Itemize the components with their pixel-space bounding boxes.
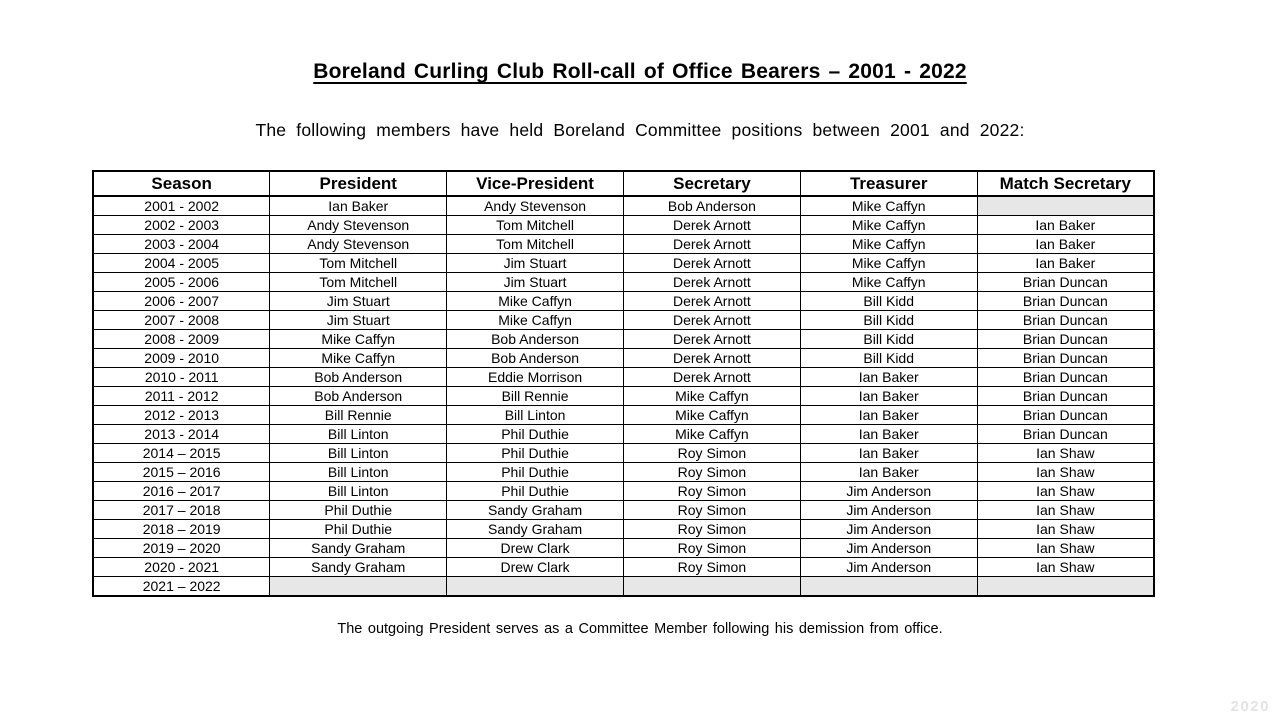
officer-name-cell: Brian Duncan (977, 273, 1154, 292)
season-cell: 2014 – 2015 (93, 444, 270, 463)
officer-name-cell: Jim Anderson (800, 482, 977, 501)
officer-name-cell: Roy Simon (623, 482, 800, 501)
officer-name-cell: Tom Mitchell (270, 273, 447, 292)
season-cell: 2017 – 2018 (93, 501, 270, 520)
column-header: President (270, 171, 447, 196)
officer-name-cell: Roy Simon (623, 463, 800, 482)
table-row (93, 216, 1154, 235)
officer-name-cell: Drew Clark (447, 558, 624, 577)
season-cell: 2020 - 2021 (93, 558, 270, 577)
table-header-row (93, 171, 1154, 196)
officer-name-cell: Brian Duncan (977, 349, 1154, 368)
season-cell: 2005 - 2006 (93, 273, 270, 292)
season-cell: 2018 – 2019 (93, 520, 270, 539)
officer-name-cell: Ian Baker (800, 387, 977, 406)
table-row (93, 520, 1154, 539)
officer-name-cell: Drew Clark (447, 539, 624, 558)
table-row (93, 368, 1154, 387)
officer-name-cell: Mike Caffyn (800, 216, 977, 235)
table-row (93, 273, 1154, 292)
officer-name-cell: Brian Duncan (977, 425, 1154, 444)
officer-name-cell: Bob Anderson (270, 368, 447, 387)
officer-name-cell (447, 577, 624, 597)
table-row (93, 444, 1154, 463)
officer-name-cell: Bill Rennie (447, 387, 624, 406)
table-row (93, 330, 1154, 349)
season-cell: 2001 - 2002 (93, 196, 270, 216)
officer-name-cell: Phil Duthie (447, 463, 624, 482)
officer-name-cell: Tom Mitchell (447, 235, 624, 254)
officer-name-cell: Ian Baker (977, 254, 1154, 273)
officer-name-cell: Phil Duthie (270, 501, 447, 520)
season-cell: 2002 - 2003 (93, 216, 270, 235)
officer-name-cell: Bob Anderson (447, 330, 624, 349)
officer-name-cell: Jim Stuart (270, 311, 447, 330)
season-cell: 2009 - 2010 (93, 349, 270, 368)
officer-name-cell: Eddie Morrison (447, 368, 624, 387)
officer-name-cell: Derek Arnott (623, 292, 800, 311)
officer-name-cell: Bob Anderson (623, 196, 800, 216)
officer-name-cell: Phil Duthie (270, 520, 447, 539)
officer-name-cell: Jim Anderson (800, 520, 977, 539)
table-row (93, 539, 1154, 558)
officer-name-cell: Bill Kidd (800, 311, 977, 330)
office-bearers-table (92, 170, 1155, 597)
officer-name-cell: Andy Stevenson (270, 235, 447, 254)
officer-name-cell: Tom Mitchell (270, 254, 447, 273)
season-cell: 2019 – 2020 (93, 539, 270, 558)
officer-name-cell: Sandy Graham (447, 501, 624, 520)
officer-name-cell: Phil Duthie (447, 444, 624, 463)
column-header: Vice-President (447, 171, 624, 196)
officer-name-cell: Ian Baker (977, 235, 1154, 254)
officer-name-cell (623, 577, 800, 597)
table-row (93, 254, 1154, 273)
season-cell: 2004 - 2005 (93, 254, 270, 273)
officer-name-cell: Derek Arnott (623, 273, 800, 292)
table-row (93, 387, 1154, 406)
subtitle: The following members have held Boreland Committee positions between 2001 and 2022: (255, 120, 1025, 140)
table-body (93, 196, 1154, 596)
officer-name-cell: Sandy Graham (270, 539, 447, 558)
officer-name-cell: Ian Baker (800, 463, 977, 482)
officer-name-cell: Bill Kidd (800, 292, 977, 311)
officer-name-cell: Mike Caffyn (623, 425, 800, 444)
officer-name-cell: Derek Arnott (623, 368, 800, 387)
watermark: 2020 (1230, 698, 1270, 715)
officer-name-cell: Andy Stevenson (270, 216, 447, 235)
officer-name-cell: Mike Caffyn (800, 273, 977, 292)
season-cell: 2015 – 2016 (93, 463, 270, 482)
season-cell: 2006 - 2007 (93, 292, 270, 311)
officer-name-cell: Ian Shaw (977, 501, 1154, 520)
officer-name-cell: Derek Arnott (623, 235, 800, 254)
officer-name-cell: Brian Duncan (977, 387, 1154, 406)
officer-name-cell: Ian Shaw (977, 520, 1154, 539)
officer-name-cell: Ian Baker (800, 406, 977, 425)
officer-name-cell: Mike Caffyn (623, 406, 800, 425)
officer-name-cell: Bill Linton (270, 463, 447, 482)
officer-name-cell: Ian Baker (800, 444, 977, 463)
officer-name-cell: Derek Arnott (623, 330, 800, 349)
table-row (93, 235, 1154, 254)
officer-name-cell: Tom Mitchell (447, 216, 624, 235)
officer-name-cell: Roy Simon (623, 501, 800, 520)
officer-name-cell: Mike Caffyn (800, 196, 977, 216)
officer-name-cell: Ian Baker (800, 368, 977, 387)
officer-name-cell: Brian Duncan (977, 292, 1154, 311)
officer-name-cell: Bill Linton (270, 444, 447, 463)
officer-name-cell: Mike Caffyn (800, 254, 977, 273)
officer-name-cell: Jim Anderson (800, 539, 977, 558)
officer-name-cell: Bill Kidd (800, 330, 977, 349)
officer-name-cell: Brian Duncan (977, 368, 1154, 387)
season-cell: 2013 - 2014 (93, 425, 270, 444)
officer-name-cell (270, 577, 447, 597)
officer-name-cell: Bill Kidd (800, 349, 977, 368)
officer-name-cell: Ian Baker (977, 216, 1154, 235)
officer-name-cell: Sandy Graham (447, 520, 624, 539)
officer-name-cell: Mike Caffyn (800, 235, 977, 254)
footnote: The outgoing President serves as a Committee Member following his demission from office. (337, 621, 943, 637)
officer-name-cell: Bill Linton (270, 425, 447, 444)
officer-name-cell: Bob Anderson (270, 387, 447, 406)
officer-name-cell: Derek Arnott (623, 254, 800, 273)
officer-name-cell: Ian Shaw (977, 463, 1154, 482)
officer-name-cell: Sandy Graham (270, 558, 447, 577)
officer-name-cell: Roy Simon (623, 444, 800, 463)
officer-name-cell: Derek Arnott (623, 349, 800, 368)
officer-name-cell: Brian Duncan (977, 330, 1154, 349)
season-cell: 2003 - 2004 (93, 235, 270, 254)
column-header: Treasurer (800, 171, 977, 196)
officer-name-cell: Mike Caffyn (623, 387, 800, 406)
officer-name-cell: Mike Caffyn (447, 292, 624, 311)
officer-name-cell: Bob Anderson (447, 349, 624, 368)
season-cell: 2007 - 2008 (93, 311, 270, 330)
officer-name-cell: Jim Anderson (800, 501, 977, 520)
season-cell: 2012 - 2013 (93, 406, 270, 425)
officer-name-cell: Roy Simon (623, 520, 800, 539)
officer-name-cell (977, 196, 1154, 216)
season-cell: 2021 – 2022 (93, 577, 270, 597)
officer-name-cell (977, 577, 1154, 597)
officer-name-cell: Derek Arnott (623, 311, 800, 330)
officer-name-cell (800, 577, 977, 597)
officer-name-cell: Ian Shaw (977, 482, 1154, 501)
table-row (93, 311, 1154, 330)
page-title: Boreland Curling Club Roll-call of Office Bearers – 2001 - 2022 (313, 60, 967, 83)
officer-name-cell: Mike Caffyn (270, 349, 447, 368)
officer-name-cell: Ian Baker (800, 425, 977, 444)
officer-name-cell: Jim Stuart (270, 292, 447, 311)
officer-name-cell: Bill Linton (447, 406, 624, 425)
table-row (93, 558, 1154, 577)
officer-name-cell: Andy Stevenson (447, 196, 624, 216)
officer-name-cell: Ian Baker (270, 196, 447, 216)
table-row (93, 292, 1154, 311)
officer-name-cell: Derek Arnott (623, 216, 800, 235)
column-header: Secretary (623, 171, 800, 196)
officer-name-cell: Ian Shaw (977, 558, 1154, 577)
officer-name-cell: Bill Rennie (270, 406, 447, 425)
table-row (93, 577, 1154, 597)
column-header: Match Secretary (977, 171, 1154, 196)
officer-name-cell: Roy Simon (623, 558, 800, 577)
officer-name-cell: Jim Stuart (447, 273, 624, 292)
officer-name-cell: Mike Caffyn (447, 311, 624, 330)
season-cell: 2016 – 2017 (93, 482, 270, 501)
officer-name-cell: Jim Stuart (447, 254, 624, 273)
table-row (93, 425, 1154, 444)
officer-name-cell: Brian Duncan (977, 311, 1154, 330)
officer-name-cell: Phil Duthie (447, 425, 624, 444)
table-row (93, 501, 1154, 520)
table-row (93, 482, 1154, 501)
table-row (93, 463, 1154, 482)
officer-name-cell: Bill Linton (270, 482, 447, 501)
officer-name-cell: Jim Anderson (800, 558, 977, 577)
table-row (93, 196, 1154, 216)
season-cell: 2011 - 2012 (93, 387, 270, 406)
officer-name-cell: Phil Duthie (447, 482, 624, 501)
officer-name-cell: Roy Simon (623, 539, 800, 558)
table-row (93, 349, 1154, 368)
officer-name-cell: Mike Caffyn (270, 330, 447, 349)
column-header: Season (93, 171, 270, 196)
officer-name-cell: Ian Shaw (977, 444, 1154, 463)
season-cell: 2010 - 2011 (93, 368, 270, 387)
table-head (93, 171, 1154, 196)
season-cell: 2008 - 2009 (93, 330, 270, 349)
officer-name-cell: Brian Duncan (977, 406, 1154, 425)
officer-name-cell: Ian Shaw (977, 539, 1154, 558)
table-row (93, 406, 1154, 425)
